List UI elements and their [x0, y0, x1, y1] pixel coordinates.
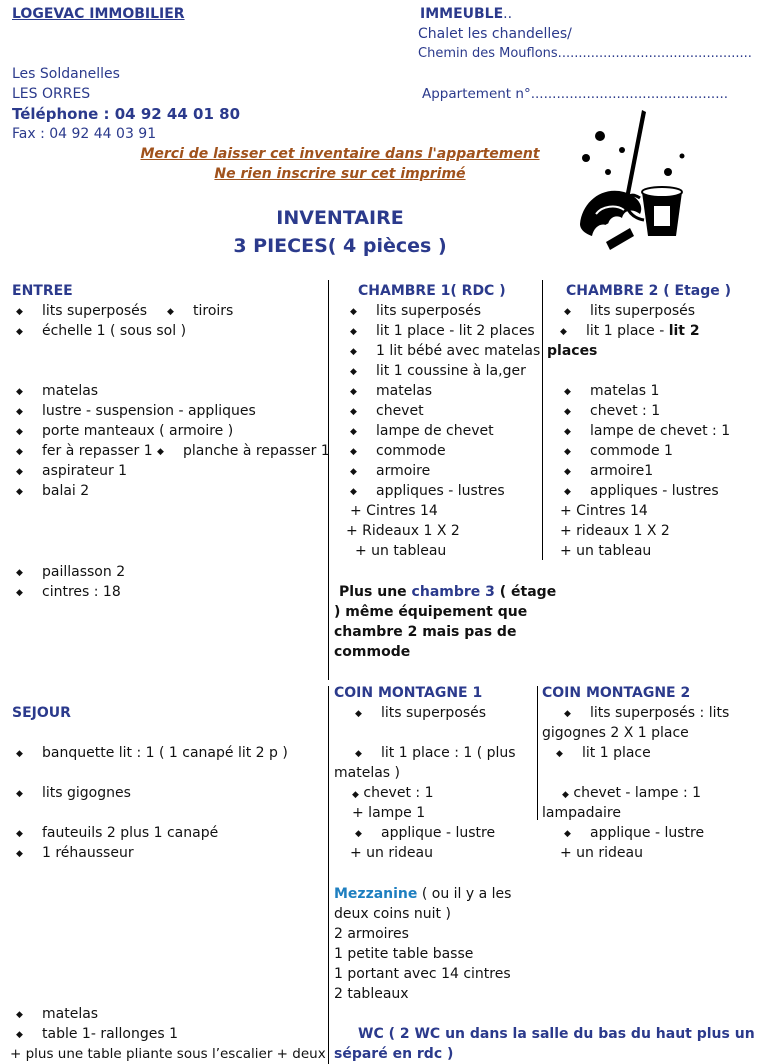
company-name: LOGEVAC IMMOBILIER	[12, 6, 185, 22]
mezzanine-heading	[334, 884, 511, 904]
sejour-item: ◆ banquette lit : 1 ( 1 canapé lit 2 p )	[42, 743, 288, 763]
entree-item: ◆ paillasson 2	[42, 562, 125, 582]
notice-do-not-write: Ne rien inscrire sur cet imprimé	[214, 166, 466, 182]
coin1-item: ◆ lit 1 place : 1 ( plus	[381, 743, 516, 763]
chambre3-note-line-2: ) même équipement que	[334, 604, 528, 620]
column-divider-2	[542, 280, 543, 560]
chambre2-item: ◆ appliques - lustres	[590, 481, 719, 501]
chambre2-item: ◆ armoire1	[590, 461, 653, 481]
coin2-title: COIN MONTAGNE 2	[542, 685, 691, 701]
chambre1-item: ◆ lit 1 coussine à la,ger	[376, 361, 526, 381]
coin2-item: ◆ chevet - lampe : 1	[562, 785, 702, 801]
cleaning-mop-bucket-icon	[572, 106, 698, 258]
coin2-item: ◆ lit 1 place	[582, 743, 651, 763]
chambre1-item: ◆ lampe de chevet	[376, 421, 494, 441]
coin2-extra: + un rideau	[560, 845, 643, 861]
coin1-item: ◆ chevet : 1	[352, 785, 434, 801]
chambre1-item: ◆ armoire	[376, 461, 430, 481]
mezzanine-line: 2 tableaux	[334, 986, 409, 1002]
chambre1-item: ◆ 1 lit bébé avec matelas	[376, 341, 540, 361]
chambre2-item	[586, 321, 700, 341]
column-divider-1	[328, 280, 329, 680]
chambre3-name: chambre 3	[411, 584, 495, 600]
chambre1-extra: + Rideaux 1 X 2	[346, 523, 460, 539]
chambre3-note-line-1	[339, 582, 556, 602]
building-line-2: Chemin des Mouflons...............................................	[418, 46, 752, 61]
column-divider-3	[328, 686, 329, 1064]
address-line-2: LES ORRES	[12, 86, 91, 102]
entree-item: ◆ tiroirs	[193, 301, 233, 321]
chambre3-pre: Plus une	[339, 584, 412, 600]
chambre2-extra: + un tableau	[560, 543, 652, 559]
coin1-extra: + lampe 1	[352, 805, 426, 821]
coin2-item-cont: gigognes 2 X 1 place	[542, 725, 689, 741]
sejour-item: ◆ table 1- rallonges 1	[42, 1024, 178, 1044]
sejour-item: ◆ 1 réhausseur	[42, 843, 134, 863]
chambre2-extra: + Cintres 14	[560, 503, 648, 519]
entree-item: ◆ matelas	[42, 381, 98, 401]
page-title: INVENTAIRE	[276, 207, 404, 229]
phone-number: Téléphone : 04 92 44 01 80	[12, 105, 241, 123]
coin2-item: ◆ applique - lustre	[590, 823, 704, 843]
mezzanine-line: deux coins nuit )	[334, 906, 451, 922]
address-line-1: Les Soldanelles	[12, 66, 120, 82]
entree-item: ◆ lits superposés	[42, 301, 147, 321]
chambre1-item: ◆ lit 1 place - lit 2 places	[376, 321, 535, 341]
chambre2-item: ◆ chevet : 1	[590, 401, 660, 421]
entree-item: ◆ fer à repasser 1	[42, 441, 153, 461]
chambre1-item: ◆ lits superposés	[376, 301, 481, 321]
chambre1-item: ◆ appliques - lustres	[376, 481, 505, 501]
wc-line-2: séparé en rdc )	[334, 1046, 454, 1062]
entree-item: ◆ balai 2	[42, 481, 89, 501]
entree-item: ◆ aspirateur 1	[42, 461, 127, 481]
chambre2-item: ◆ lits superposés	[590, 301, 695, 321]
wc-line-1: WC ( 2 WC un dans la salle du bas du haut plus un	[358, 1026, 755, 1042]
coin2-item: ◆ lits superposés : lits	[590, 703, 729, 723]
sejour-title: SEJOUR	[12, 705, 71, 721]
entree-title: ENTREE	[12, 283, 73, 299]
chambre2-item-bold: lit 2	[668, 323, 700, 339]
chambre2-item: ◆ lampe de chevet : 1	[590, 421, 730, 441]
building-suffix: ..	[503, 6, 513, 22]
sejour-item: ◆ lits gigognes	[42, 783, 131, 803]
chambre2-item: ◆ matelas 1	[590, 381, 659, 401]
page-subtitle: 3 PIECES( 4 pièces )	[233, 235, 447, 257]
chambre2-extra: + rideaux 1 X 2	[560, 523, 670, 539]
coin2-chevet: chevet - lampe : 1	[573, 785, 702, 801]
entree-item: ◆ planche à repasser 1	[183, 441, 330, 461]
coin1-item-cont: matelas )	[334, 765, 400, 781]
chambre3-note-line-3: chambre 2 mais pas de	[334, 624, 517, 640]
entree-item: ◆ cintres : 18	[42, 582, 121, 602]
chambre2-item-cont: places	[547, 343, 598, 359]
mezzanine-line: 2 armoires	[334, 926, 409, 942]
column-divider-4	[537, 686, 538, 820]
chambre1-item: ◆ commode	[376, 441, 446, 461]
chambre1-item: ◆ chevet	[376, 401, 424, 421]
chambre1-extra: + Cintres 14	[350, 503, 438, 519]
coin1-chevet: chevet : 1	[363, 785, 434, 801]
mezzanine-title: Mezzanine	[334, 886, 418, 902]
chambre1-extra: + un tableau	[355, 543, 447, 559]
sejour-extra: + plus une table pliante sous l’escalier + deux	[10, 1046, 326, 1062]
entree-item: ◆ lustre - suspension - appliques	[42, 401, 256, 421]
sejour-item: ◆ matelas	[42, 1004, 98, 1024]
entree-item: ◆ échelle 1 ( sous sol )	[42, 321, 186, 341]
mezzanine-l1: ( ou il y a les	[417, 886, 512, 902]
chambre1-item: ◆ matelas	[376, 381, 432, 401]
coin2-item-cont: lampadaire	[542, 805, 621, 821]
chambre2-item-part: lit 1 place -	[586, 323, 669, 339]
mezzanine-line: 1 portant avec 14 cintres	[334, 966, 511, 982]
coin1-title: COIN MONTAGNE 1	[334, 685, 483, 701]
chambre3-l1: ( étage	[494, 584, 557, 600]
chambre2-title: CHAMBRE 2 ( Etage )	[566, 283, 732, 299]
coin1-item: ◆ lits superposés	[381, 703, 486, 723]
sejour-item: ◆ fauteuils 2 plus 1 canapé	[42, 823, 218, 843]
building-heading	[420, 4, 512, 24]
fax-number: Fax : 04 92 44 03 91	[12, 126, 157, 142]
notice-leave-inventory: Merci de laisser cet inventaire dans l'appartement	[140, 146, 540, 162]
coin1-extra: + un rideau	[350, 845, 433, 861]
apartment-number: Appartement n°..............................................	[422, 86, 729, 102]
entree-item: ◆ porte manteaux ( armoire )	[42, 421, 233, 441]
chambre1-title: CHAMBRE 1( RDC )	[358, 283, 506, 299]
coin1-item: ◆ applique - lustre	[381, 823, 495, 843]
chambre3-note-line-4: commode	[334, 644, 411, 660]
building-line-1: Chalet les chandelles/	[418, 26, 572, 42]
building-label: IMMEUBLE	[420, 6, 504, 22]
chambre2-item: ◆ commode 1	[590, 441, 673, 461]
mezzanine-line: 1 petite table basse	[334, 946, 474, 962]
